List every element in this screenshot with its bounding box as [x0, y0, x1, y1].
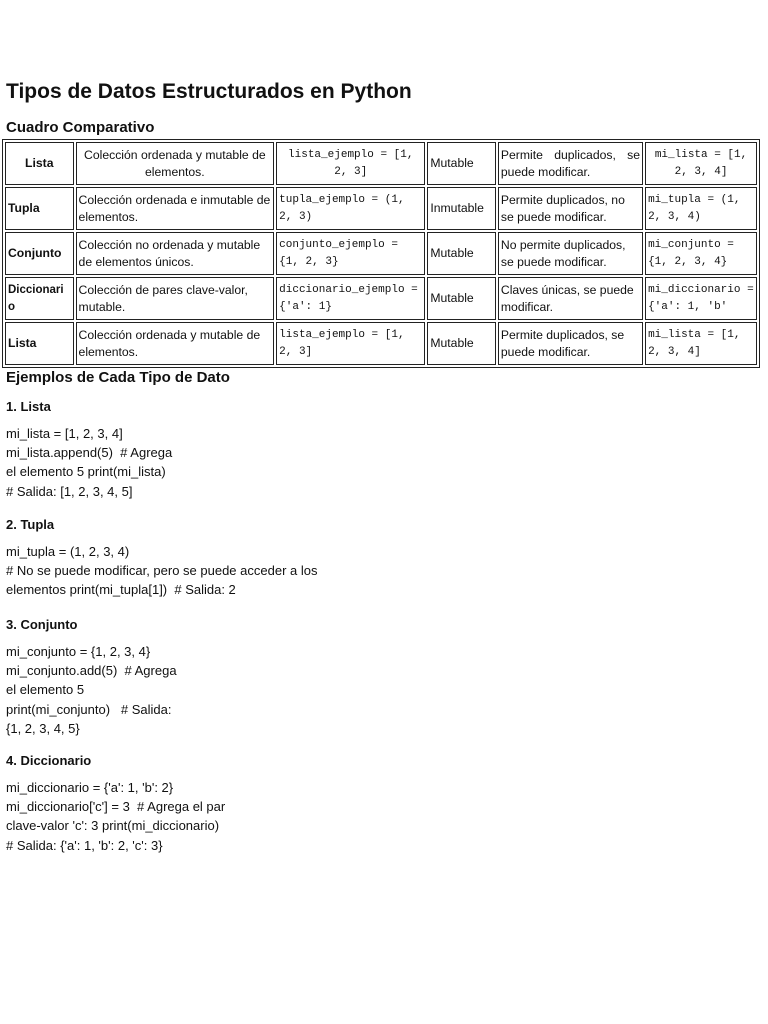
example-code-cell: lista_ejemplo = [1, 2, 3] [276, 322, 425, 365]
example-heading: 1. Lista [6, 399, 51, 414]
code-line: el elemento 5 print(mi_lista) [6, 464, 166, 480]
type-name-cell: Lista [5, 142, 74, 185]
table-row [5, 277, 757, 320]
mutability-cell: Mutable [427, 322, 496, 365]
example-lista [6, 399, 406, 501]
example-code-cell: tupla_ejemplo = (1, 2, 3) [276, 187, 425, 230]
description-cell: Colección ordenada e inmutable de elementos. [76, 187, 275, 230]
snippet-cell: mi_tupla = (1, 2, 3, 4) [645, 187, 757, 230]
characteristics-cell: Claves únicas, se puede modificar. [498, 277, 643, 320]
table-row [5, 232, 757, 275]
code-line: print(mi_conjunto) # Salida: [6, 701, 172, 717]
mutability-cell: Inmutable [427, 187, 496, 230]
type-name-cell: Tupla [5, 187, 74, 230]
code-line: el elemento 5 [6, 682, 85, 698]
snippet-cell: mi_lista = [1, 2, 3, 4] [645, 322, 757, 365]
mutability-cell: Mutable [427, 142, 496, 185]
example-code-cell: diccionario_ejemplo = {'a': 1} [276, 277, 425, 320]
description-cell: Colección ordenada y mutable de elementos. [76, 142, 275, 185]
code-line: {1, 2, 3, 4, 5} [6, 720, 80, 736]
characteristics-cell: No permite duplicados, se puede modificar. [498, 232, 643, 275]
mutability-cell: Mutable [427, 277, 496, 320]
comparison-table [2, 139, 760, 368]
snippet-cell: mi_lista = [1, 2, 3, 4] [645, 142, 757, 185]
mutability-cell: Mutable [427, 232, 496, 275]
code-line: # Salida: {'a': 1, 'b': 2, 'c': 3} [6, 837, 163, 853]
examples-section-title: Ejemplos de Cada Tipo de Dato [6, 369, 230, 386]
page-title: Tipos de Datos Estructurados en Python [6, 80, 412, 103]
type-name-cell: Lista [5, 322, 74, 365]
description-cell: Colección ordenada y mutable de elementos. [76, 322, 275, 365]
table-row [5, 322, 757, 365]
example-diccionario [6, 753, 406, 855]
characteristics-cell: Permite duplicados, no se puede modificar. [498, 187, 643, 230]
type-name-cell: Conjunto [5, 232, 74, 275]
code-line: mi_lista.append(5) # Agrega [6, 445, 173, 461]
example-conjunto [6, 617, 406, 738]
example-code-cell: conjunto_ejemplo = {1, 2, 3} [276, 232, 425, 275]
comparison-subtitle: Cuadro Comparativo [6, 119, 155, 136]
example-tupla [6, 517, 406, 600]
snippet-cell: mi_conjunto = {1, 2, 3, 4} [645, 232, 757, 275]
code-line: mi_conjunto = {1, 2, 3, 4} [6, 644, 151, 659]
example-heading: 4. Diccionario [6, 753, 92, 768]
code-line: # Salida: [1, 2, 3, 4, 5] [6, 483, 133, 499]
description-cell: Colección de pares clave-valor, mutable. [76, 277, 275, 320]
code-line: elementos print(mi_tupla[1]) # Salida: 2 [6, 582, 236, 598]
snippet-cell: mi_diccionario = {'a': 1, 'b' [645, 277, 757, 320]
type-name-cell: Diccionario [5, 277, 74, 320]
characteristics-cell: Permite duplicados, se puede modificar. [498, 142, 643, 185]
table-row [5, 142, 757, 185]
code-line: mi_lista = [1, 2, 3, 4] [6, 426, 123, 441]
code-line: mi_conjunto.add(5) # Agrega [6, 663, 177, 679]
characteristics-cell: Permite duplicados, se puede modificar. [498, 322, 643, 365]
code-line: mi_diccionario = {'a': 1, 'b': 2} [6, 780, 174, 795]
example-code-cell: lista_ejemplo = [1, 2, 3] [276, 142, 425, 185]
example-heading: 2. Tupla [6, 517, 55, 532]
table-row [5, 187, 757, 230]
description-cell: Colección no ordenada y mutable de elementos únicos. [76, 232, 275, 275]
example-heading: 3. Conjunto [6, 617, 78, 632]
code-line: # No se puede modificar, pero se puede acceder a los [6, 563, 318, 579]
code-line: clave-valor 'c': 3 print(mi_diccionario) [6, 818, 220, 834]
code-line: mi_diccionario['c'] = 3 # Agrega el par [6, 799, 226, 815]
code-line: mi_tupla = (1, 2, 3, 4) [6, 544, 130, 559]
